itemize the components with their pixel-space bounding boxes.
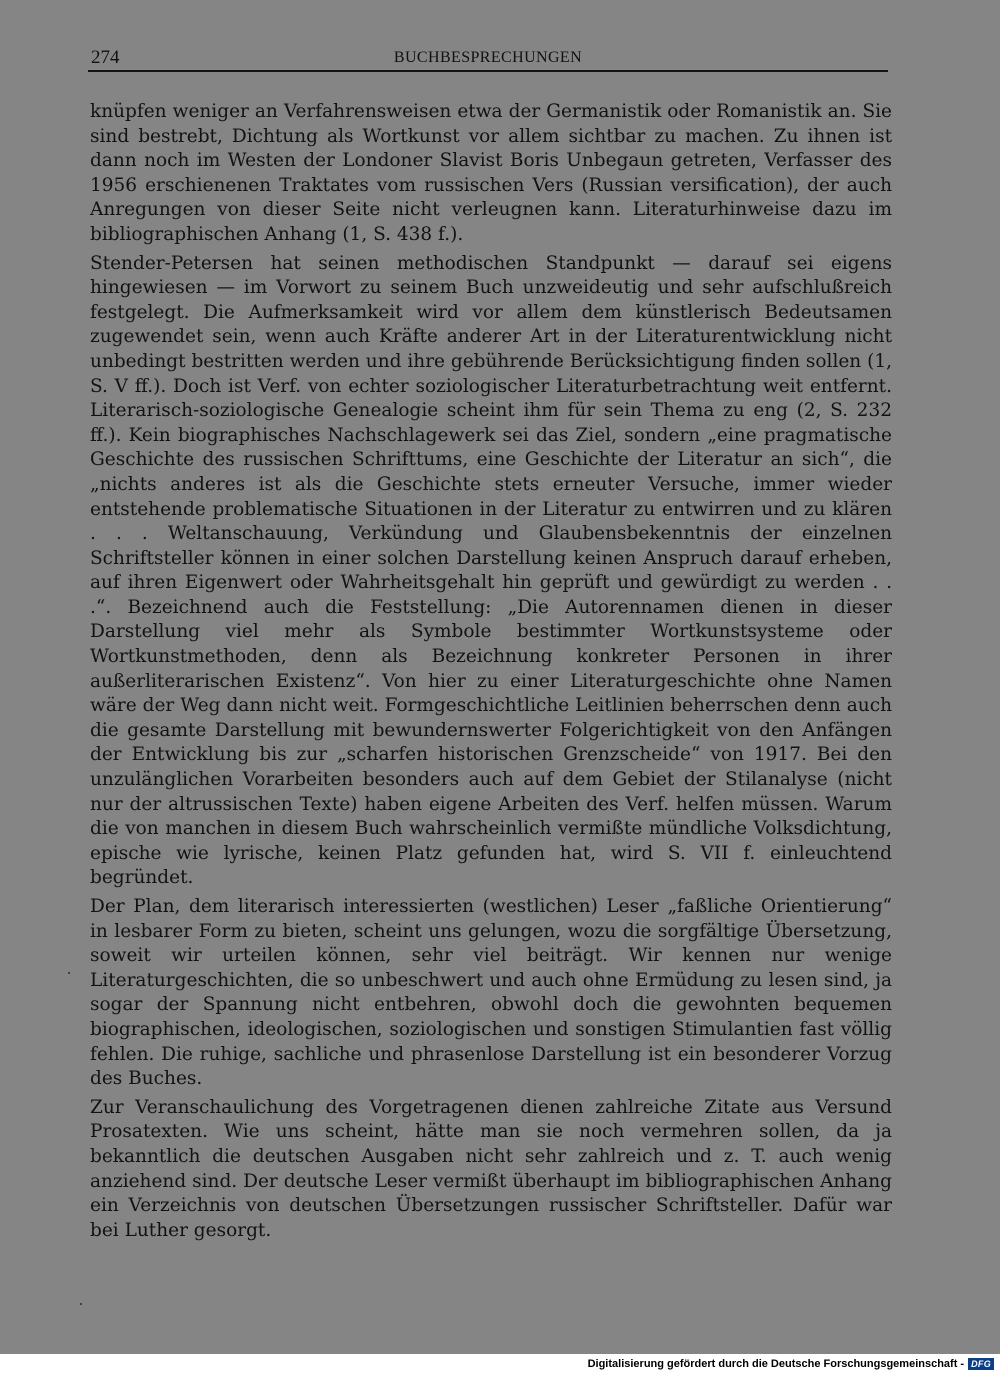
dfg-logo: DFG — [968, 1358, 994, 1370]
scan-speck — [68, 972, 70, 974]
digitization-credit — [588, 1356, 994, 1372]
review-body — [90, 100, 892, 1247]
credit-text: Digitalisierung gefördert durch die Deutsche Forschungsgemeinschaft - — [587, 1358, 965, 1370]
running-head: BUCHBESPRECHUNGEN — [393, 49, 583, 66]
paragraph: knüpfen weniger an Verfahrensweisen etwa der Germanistik oder Romanistik an. Sie sind bestrebt, Dichtung als Wortkunst vor allem sichtbar zu machen. Zu ihnen ist dann noch im Westen der Londoner Slavist Boris Unbegaun getreten, Verfasser des 1956 erschienenen Traktates vom russischen Vers (Russian versification), der auch Anregungen von dieser Seite nicht verleugnen kann. Literaturhinweise dazu im bibliographischen Anhang (1, S. 438 f.). — [90, 101, 892, 245]
page-header — [88, 46, 888, 72]
scan-speck — [80, 1303, 82, 1305]
paragraph: Der Plan, dem literarisch interessierten (westlichen) Leser „faßliche Orientierung“ in lesbarer Form zu bieten, scheint uns gelungen, wozu die sorgfältige Übersetzung, soweit wir urteilen können, sehr viel beiträgt. Wir kennen nur wenige Literaturgeschichten, die so unbeschwert und auch ohne Ermüdung zu lesen sind, ja sogar der Spannung nicht entbehren, obwohl doch die gewohnten bequemen biographischen, ideologischen, soziologischen und sonstigen Stimulantien fast völlig fehlen. Die ruhige, sachliche und phrasenlose Darstellung ist ein besonderer Vorzug des Buches. — [90, 896, 892, 1090]
paragraph: Stender-Petersen hat seinen methodischen Standpunkt — darauf sei eigens hingewiesen — im Vorwort zu seinem Buch unzweideutig und sehr aufschlußreich festgelegt. Die Aufmerksamkeit wird vor allem dem künstlerisch Bedeutsamen zugewendet sein, wenn auch Kräfte anderer Art in der Literaturentwicklung nicht unbedingt bestritten werden und ihre gebührende Berücksichtigung finden sollen (1, S. V ff.). Doch ist Verf. von echter soziologischer Literaturbetrachtung weit entfernt. Literarisch-soziologische Genealogie scheint ihm für sein Thema zu eng (2, S. 232 ff.). Kein biographisches Nachschlagewerk sei das Ziel, sondern „eine pragmatische Geschichte des russischen Schrifttums, eine Geschichte der Literatur an sich“, die „nichts anderes ist als die Geschichte stets erneuter Versuche, immer wieder entstehende problematische Situationen in der Literatur zu entwirren und zu klären . . . Weltanschauung, Verkündung und Glaubensbekenntnis der einzelnen Schriftsteller können in einer solchen Darstellung keinen Anspruch darauf erheben, auf ihren Eigenwert oder Wahrheitsgehalt hin geprüft und gewürdigt zu werden . . .“. Bezeichnend auch die Feststellung: „Die Autorennamen dienen in dieser Darstellung viel mehr als Symbole bestimmter Wortkunstsysteme oder Wortkunstmethoden, denn als Bezeichnung konkreter Personen in ihrer außerliterarischen Existenz“. Von hier zu einer Literaturgeschichte ohne Namen wäre der Weg dann nicht weit. Formgeschichtliche Leitlinien beherrschen denn auch die gesamte Darstellung mit bewundernswerter Folgerichtigkeit von den Anfängen der Entwicklung bis zur „scharfen historischen Grenzscheide“ von 1917. Bei den unzulänglichen Vorarbeiten besonders auch auf dem Gebiet der Stilanalyse (nicht nur der altrussischen Texte) haben eigene Arbeiten des Verf. helfen müssen. Warum die von manchen in diesem Buch wahrscheinlich vermißte mündliche Volksdichtung, epische wie lyrische, keinen Platz gefunden hat, wird S. VII f. einleuchtend begründet. — [90, 252, 892, 889]
paragraph: Zur Veranschaulichung des Vorgetragenen dienen zahlreiche Zitate aus Versund Prosatexten. Wie uns scheint, hätte man sie noch vermehren sollen, da ja bekanntlich die deutschen Ausgaben nicht sehr zahlreich und z. T. auch wenig anziehend sind. Der deutsche Leser vermißt überhaupt im bibliographischen Anhang ein Verzeichnis von deutschen Übersetzungen russischer Schriftsteller. Dafür war bei Luther gesorgt. — [90, 1096, 892, 1241]
page-number: 274 — [91, 47, 120, 68]
